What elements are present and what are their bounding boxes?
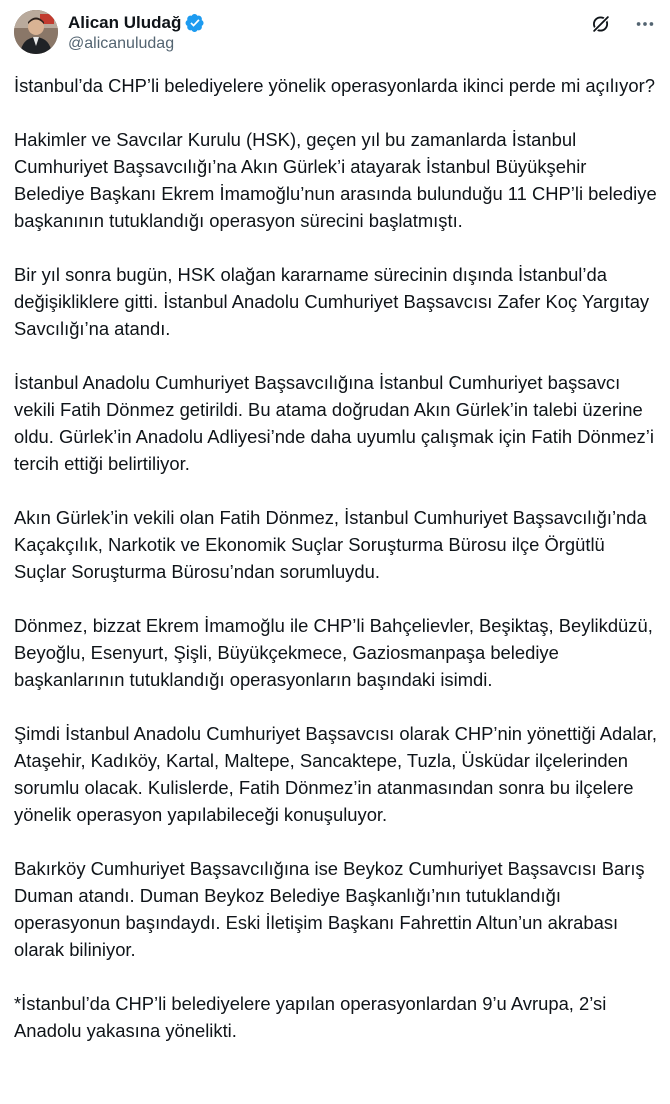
tweet-paragraph: Şimdi İstanbul Anadolu Cumhuriyet Başsavcısı olarak CHP’nin yönettiği Adalar, Ataşehir, Kadıköy, Kartal, Maltepe, Sancaktepe, Tuzla, Üsküdar ilçelerinden sorumlu olacak. Kulislerde, Fatih Dönmez’in atanmasından sonra bu ilçelere yönelik operasyon yapılabileceği konuşuluyor. [14,723,657,825]
tweet-paragraph: İstanbul’da CHP’li belediyelere yönelik operasyonlarda ikinci perde mi açılıyor? [14,75,655,96]
avatar[interactable] [14,10,58,54]
more-horizontal-icon[interactable] [634,13,656,35]
name-row [68,12,205,34]
verified-badge-icon [185,13,205,33]
tweet-paragraph: Dönmez, bizzat Ekrem İmamoğlu ile CHP’li Bahçelievler, Beşiktaş, Beylikdüzü, Beyoğlu, Esenyurt, Şişli, Büyükçekmece, Gaziosmanpaşa belediye başkanlarının tutuklandığı operasyonların başındaki isimdi. [14,615,653,690]
tweet-header [14,10,656,58]
tweet-paragraph: İstanbul Anadolu Cumhuriyet Başsavcılığına İstanbul Cumhuriyet başsavcı vekili Fatih Dönmez getirildi. Bu atama doğrudan Akın Gürlek’in talebi üzerine oldu. Gürlek’in Anadolu Adliyesi’nde daha uyumlu çalışmak için Fatih Dönmez’i tercih ettiği belirtiliyor. [14,372,654,474]
display-name[interactable]: Alican Uludağ [68,13,182,32]
tweet-paragraph: *İstanbul’da CHP’li belediyelere yapılan operasyonlardan 9’u Avrupa, 2’si Anadolu yakasına yönelikti. [14,993,607,1041]
tweet-paragraph: Bir yıl sonra bugün, HSK olağan kararname sürecinin dışında İstanbul’da değişikliklere gitti. İstanbul Anadolu Cumhuriyet Başsavcısı Zafer Koç Yargıtay Savcılığı’na atandı. [14,264,650,339]
author-info [68,12,205,53]
tweet-text [14,72,658,1071]
avatar-photo-icon [14,10,58,54]
tweet-paragraph: Hakimler ve Savcılar Kurulu (HSK), geçen yıl bu zamanlarda İstanbul Cumhuriyet Başsavcılığı’na Akın Gürlek’i atayarak İstanbul Büyükşehir Belediye Başkanı Ekrem İmamoğlu’nun arasında bulunduğu 11 CHP’li belediye başkanının tutuklandığı operasyon sürecini başlatmıştı. [14,129,657,231]
tweet-paragraph: Bakırköy Cumhuriyet Başsavcılığına ise Beykoz Cumhuriyet Başsavcısı Barış Duman atandı. Duman Beykoz Belediye Başkanlığı’nın tutuklandığı operasyonun başındaydı. Eski İletişim Başkanı Fahrettin Altun’un akrabası olarak biliniyor. [14,858,645,960]
tweet-paragraph: Akın Gürlek’in vekili olan Fatih Dönmez, İstanbul Cumhuriyet Başsavcılığı’nda Kaçakçılık, Narkotik ve Ekonomik Suçlar Soruşturma Bürosu ilçe Örgütlü Suçlar Soruşturma Bürosu’ndan sorumluydu. [14,507,647,582]
handle[interactable]: @alicanuludag [68,35,175,52]
grok-icon[interactable] [590,13,612,35]
